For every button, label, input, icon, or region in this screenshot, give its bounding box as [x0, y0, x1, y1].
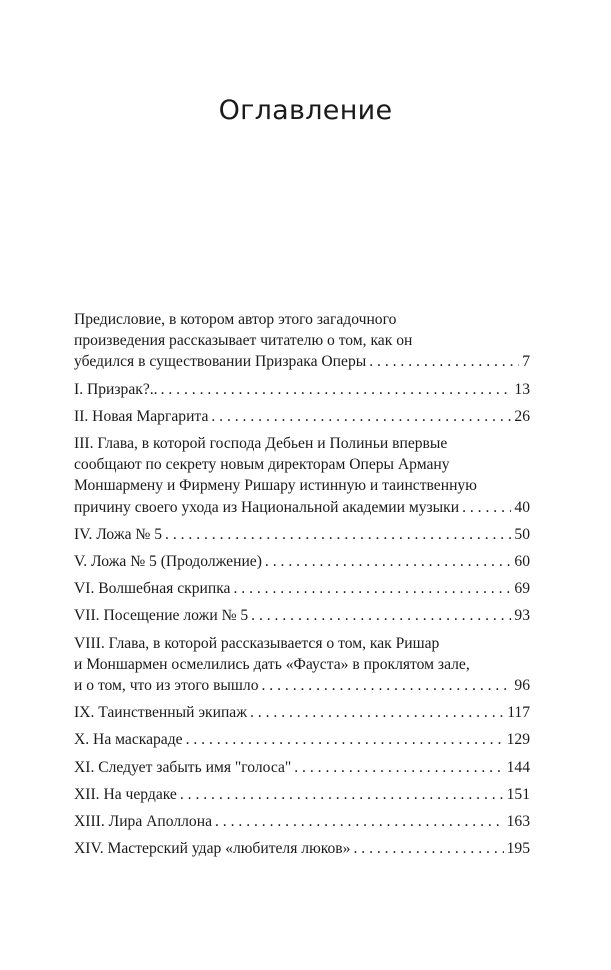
- toc-page-number: 96: [514, 677, 530, 695]
- toc-entry-row: [74, 351, 530, 372]
- toc-entry-line: V. Ложа № 5 (Продолжение): [74, 553, 262, 571]
- toc-entry-line: IX. Таинственный экипаж: [74, 704, 247, 722]
- toc-entry[interactable]: [74, 784, 530, 805]
- dot-leader: [294, 757, 503, 778]
- toc-entry-line: VIII. Глава, в которой рассказывается о том, как Ришар: [74, 634, 440, 652]
- toc-page-number: 40: [514, 498, 530, 516]
- toc-entry-row: [74, 578, 530, 599]
- toc-entry-line: X. На маскараде: [74, 731, 183, 749]
- toc-page-number: 13: [514, 380, 530, 398]
- toc-entry-row: [74, 551, 530, 572]
- toc-entry-line: XIV. Мастерский удар «любителя люков»: [74, 840, 351, 858]
- toc-page-number: 26: [514, 407, 530, 425]
- toc-entry-row: [74, 811, 530, 832]
- toc-entry-row: [74, 838, 530, 859]
- toc-page-number: 50: [514, 525, 530, 543]
- toc-entry-line: Моншармену и Фирмену Ришару истинную и таинственную: [74, 477, 477, 495]
- toc-entry[interactable]: [74, 729, 530, 750]
- dot-leader: [265, 551, 511, 572]
- toc-entry-line: и о том, что из этого вышло: [74, 677, 259, 695]
- toc-entry-line: Предисловие, в котором автор этого загадочного: [74, 311, 397, 328]
- toc-entry-line: VI. Волшебная скрипка: [74, 580, 231, 598]
- toc-entry-line: причину своего ухода из Национальной академии музыки: [74, 498, 460, 516]
- toc-entry[interactable]: [74, 702, 530, 723]
- toc-entry-line: I. Призрак?..: [74, 380, 158, 398]
- dot-leader: [250, 702, 504, 723]
- toc-page-number: 144: [506, 758, 530, 776]
- toc-page-number: 93: [514, 607, 530, 625]
- toc-entry-line: VII. Посещение ложи № 5: [74, 607, 249, 625]
- dot-leader: [369, 351, 519, 372]
- toc-entry-line: и Моншармен осмелились дать «Фауста» в проклятом зале,: [74, 655, 470, 673]
- toc-entry-line: XIII. Лира Аполлона: [74, 813, 212, 831]
- dot-leader: [215, 811, 504, 832]
- dot-leader: [353, 838, 503, 859]
- table-of-contents: [74, 309, 530, 865]
- toc-entry[interactable]: [74, 309, 530, 373]
- dot-leader: [262, 675, 512, 696]
- toc-entry-line: III. Глава, в которой господа Дебьен и Полиньи впервые: [74, 435, 448, 453]
- toc-entry[interactable]: [74, 811, 530, 832]
- toc-entry-line: XII. На чердаке: [74, 785, 177, 803]
- dot-leader: [165, 524, 511, 545]
- dot-leader: [180, 784, 504, 805]
- toc-entry[interactable]: [74, 633, 530, 697]
- toc-entry-row: [74, 406, 530, 427]
- toc-entry-row: [74, 675, 530, 696]
- toc-page-number: 195: [506, 840, 530, 858]
- dot-leader: [161, 379, 512, 400]
- toc-entry-row: [74, 605, 530, 626]
- dot-leader: [462, 497, 511, 518]
- toc-entry-row: [74, 497, 530, 518]
- toc-page-number: 129: [506, 731, 530, 749]
- toc-entry-row: [74, 729, 530, 750]
- page-title: Оглавление: [218, 95, 393, 126]
- toc-entry-row: [74, 757, 530, 778]
- toc-entry-line: II. Новая Маргарита: [74, 407, 209, 425]
- toc-page-number: 60: [514, 553, 530, 571]
- toc-entry-line: XI. Следует забыть имя "голоса": [74, 758, 292, 776]
- toc-page-number: 69: [514, 580, 530, 598]
- toc-entry[interactable]: [74, 838, 530, 859]
- toc-entry[interactable]: [74, 551, 530, 572]
- toc-entry[interactable]: [74, 578, 530, 599]
- toc-entry-line: сообщают по секрету новым директорам Оперы Арману: [74, 456, 450, 474]
- toc-entry[interactable]: [74, 605, 530, 626]
- toc-entry[interactable]: [74, 379, 530, 400]
- toc-entry[interactable]: [74, 433, 530, 518]
- toc-page-number: 7: [522, 353, 530, 371]
- toc-entry-line: убедился в существовании Призрака Оперы: [74, 353, 367, 371]
- toc-entry[interactable]: [74, 524, 530, 545]
- toc-entry-row: [74, 784, 530, 805]
- toc-entry-row: [74, 524, 530, 545]
- dot-leader: [211, 406, 511, 427]
- dot-leader: [186, 729, 504, 750]
- toc-entry[interactable]: [74, 757, 530, 778]
- toc-entry-line: произведения рассказывает читателю о том, как он: [74, 332, 413, 350]
- dot-leader: [251, 605, 511, 626]
- dot-leader: [233, 578, 511, 599]
- toc-page-number: 151: [506, 785, 530, 803]
- toc-page-number: 163: [506, 813, 530, 831]
- toc-entry-row: [74, 379, 530, 400]
- toc-page-number: 117: [507, 704, 530, 722]
- toc-entry-line: IV. Ложа № 5: [74, 525, 163, 543]
- toc-entry[interactable]: [74, 406, 530, 427]
- toc-entry-row: [74, 702, 530, 723]
